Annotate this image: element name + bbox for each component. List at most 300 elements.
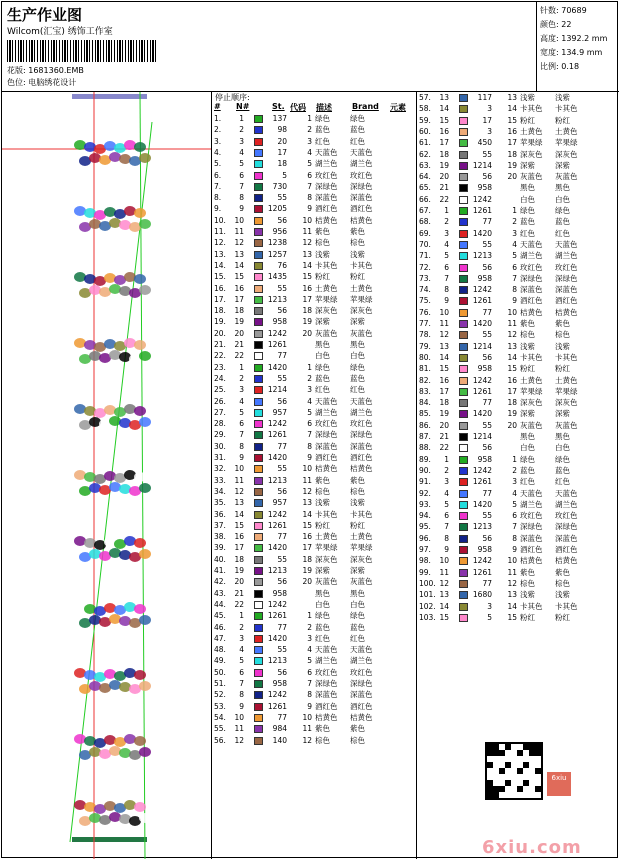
row-index: 94. — [419, 511, 431, 521]
colorway-label: 色位: — [7, 78, 26, 87]
sequence-row — [212, 137, 417, 147]
row-desc: 紫色 — [315, 227, 330, 236]
color-swatch — [254, 657, 263, 665]
row-brand: 白色 — [350, 351, 365, 361]
sequence-row — [212, 668, 417, 678]
sequence-row — [212, 419, 417, 429]
row-desc: 玫红色 — [520, 511, 543, 521]
row-desc: 绿色 — [520, 454, 535, 464]
row-needle: 6 — [239, 170, 244, 180]
row-brand: 深绿色 — [555, 522, 578, 532]
motif-petal — [104, 207, 116, 217]
motif-petal — [119, 550, 131, 560]
motif-petal — [109, 614, 121, 624]
row-stitches: 55 — [482, 149, 492, 159]
row-stitches: 1214 — [472, 160, 492, 170]
row-code: 4 — [512, 488, 517, 498]
motif-petal — [134, 472, 146, 482]
row-needle: 8 — [444, 533, 449, 543]
color-swatch — [459, 309, 468, 317]
design-preview — [2, 92, 212, 859]
row-brand: 湖兰色 — [350, 159, 373, 169]
motif-petal — [104, 603, 116, 613]
row-brand: 深绿色 — [555, 273, 578, 283]
motif-petal — [104, 801, 116, 811]
row-needle: 8 — [239, 690, 244, 700]
row-needle: 16 — [234, 532, 244, 542]
sequence-row — [212, 498, 417, 508]
row-index: 54. — [214, 712, 226, 722]
row-stitches: 56 — [277, 486, 287, 496]
row-index: 73. — [419, 273, 431, 283]
row-desc: 深绿色 — [315, 679, 338, 688]
motif-petal — [134, 736, 146, 746]
row-desc: 棕色 — [315, 238, 330, 248]
row-needle: 11 — [439, 567, 449, 577]
row-brand: 深蓝色 — [555, 533, 578, 543]
row-stitches: 1420 — [472, 228, 492, 238]
sequence-row — [417, 93, 620, 103]
row-brand: 蓝色 — [350, 373, 365, 383]
row-stitches: 1261 — [472, 206, 492, 215]
row-needle: 3 — [239, 385, 244, 395]
motif-petal — [124, 404, 136, 414]
row-code: 5 — [307, 159, 312, 169]
motif-petal — [109, 548, 121, 558]
row-needle: 4 — [239, 396, 244, 406]
row-desc: 灰蓝色 — [520, 420, 543, 430]
sequence-row — [417, 376, 620, 386]
row-needle: 11 — [439, 319, 449, 328]
sequence-row — [212, 577, 417, 587]
row-desc: 土黄色 — [315, 532, 338, 542]
row-desc: 土黄色 — [315, 283, 338, 293]
hdr-index: # — [214, 102, 221, 111]
row-desc: 桔黄色 — [315, 464, 338, 474]
row-needle: 3 — [444, 477, 449, 487]
color-swatch — [254, 691, 263, 699]
row-desc: 湖兰色 — [315, 159, 338, 169]
row-needle: 18 — [439, 149, 449, 159]
row-brand: 天蓝色 — [555, 239, 578, 249]
sheet-title: 生产作业图 — [7, 6, 83, 24]
motif-petal — [104, 537, 116, 547]
row-desc: 深蓝色 — [315, 690, 338, 700]
row-desc: 土黄色 — [520, 375, 543, 385]
row-needle: 2 — [239, 373, 244, 383]
row-brand: 灰蓝色 — [350, 577, 373, 587]
row-desc: 桔黄色 — [315, 712, 338, 722]
color-swatch — [254, 160, 263, 168]
row-index: 96. — [419, 533, 431, 543]
row-stitches: 56 — [482, 262, 492, 272]
row-needle: 6 — [239, 419, 244, 429]
row-index: 51. — [214, 679, 226, 688]
row-index: 50. — [214, 667, 226, 677]
row-desc: 卡其色 — [315, 260, 338, 270]
sequence-row — [417, 421, 620, 431]
color-swatch — [459, 410, 468, 418]
row-index: 103. — [419, 612, 436, 622]
color-swatch — [459, 365, 468, 373]
color-swatch — [254, 285, 263, 293]
sequence-row — [417, 308, 620, 318]
row-code: 10 — [302, 464, 312, 474]
color-swatch — [254, 669, 263, 677]
color-swatch — [254, 612, 263, 620]
row-needle: 19 — [439, 409, 449, 419]
motif-petal — [119, 220, 131, 230]
row-desc: 酒红色 — [315, 453, 338, 462]
row-code: 11 — [507, 567, 517, 577]
row-brand: 桔黄色 — [350, 215, 373, 225]
row-index: 39. — [214, 543, 226, 553]
row-brand: 深紫 — [555, 160, 570, 170]
row-code: 10 — [507, 556, 517, 566]
color-swatch — [459, 399, 468, 407]
row-brand: 浅紫 — [555, 93, 570, 102]
row-brand: 深蓝色 — [350, 690, 373, 700]
row-code: 13 — [507, 590, 517, 600]
qr-module — [499, 768, 505, 774]
row-stitches: 55 — [277, 373, 287, 383]
row-needle: 20 — [439, 172, 449, 182]
row-desc: 湖兰色 — [315, 407, 338, 417]
row-desc: 粉红 — [315, 520, 330, 530]
row-needle: 16 — [234, 283, 244, 293]
color-swatch — [459, 478, 468, 486]
row-code: 2 — [512, 217, 517, 227]
row-brand: 酒红色 — [350, 204, 373, 214]
row-desc: 紫色 — [315, 475, 330, 485]
row-code: 12 — [507, 330, 517, 340]
motif-petal — [134, 208, 146, 218]
sequence-row — [212, 634, 417, 644]
row-index: 9. — [214, 204, 222, 214]
color-swatch — [254, 578, 263, 586]
row-index: 61. — [419, 138, 431, 148]
row-needle: 15 — [234, 272, 244, 282]
row-brand: 卡其色 — [555, 352, 578, 362]
row-needle: 21 — [234, 340, 244, 349]
motif-petal — [84, 736, 96, 746]
row-desc: 天蓝色 — [315, 147, 338, 157]
row-index: 64. — [419, 172, 431, 182]
row-code: 13 — [507, 341, 517, 351]
row-code: 15 — [507, 115, 517, 125]
row-desc: 紫色 — [520, 319, 535, 328]
row-code: 4 — [307, 645, 312, 655]
row-desc: 绿色 — [315, 362, 330, 372]
row-stitches: 1420 — [472, 319, 492, 328]
row-desc: 湖兰色 — [520, 251, 543, 261]
sequence-row — [417, 353, 620, 363]
row-index: 102. — [419, 601, 436, 611]
sequence-row — [417, 206, 620, 216]
color-swatch — [459, 173, 468, 181]
hdr-code: 代码 — [290, 103, 306, 112]
color-swatch — [254, 318, 263, 326]
row-code: 8 — [307, 690, 312, 700]
sequence-row — [212, 543, 417, 553]
motif-petal — [74, 602, 86, 612]
qr-module — [493, 792, 499, 798]
row-brand: 红色 — [350, 385, 365, 395]
sequence-row — [417, 172, 620, 182]
row-needle: 18 — [234, 306, 244, 316]
motif-petal — [74, 536, 86, 546]
color-swatch — [254, 477, 263, 485]
motif-petal — [119, 352, 131, 362]
color-swatch — [254, 511, 263, 519]
row-desc: 粉红 — [315, 272, 330, 282]
color-swatch — [459, 343, 468, 351]
row-brand: 棕色 — [350, 735, 365, 745]
row-stitches: 1205 — [267, 204, 287, 214]
row-brand: 棕色 — [555, 330, 570, 340]
row-brand: 白色 — [555, 194, 570, 204]
row-code: 9 — [307, 453, 312, 462]
row-needle: 4 — [239, 147, 244, 157]
row-brand: 浅紫 — [350, 249, 365, 259]
row-code: 20 — [302, 577, 312, 587]
row-needle: 19 — [439, 160, 449, 170]
row-desc: 棕色 — [315, 735, 330, 745]
row-brand: 桔黄色 — [350, 464, 373, 474]
color-swatch — [254, 624, 263, 632]
qr-module — [487, 762, 493, 768]
row-code: 9 — [307, 701, 312, 711]
color-swatch — [254, 398, 263, 406]
row-brand: 玫红色 — [555, 511, 578, 521]
motif-petal — [139, 681, 151, 691]
row-index: 52. — [214, 690, 226, 700]
row-index: 85. — [419, 409, 431, 419]
row-index: 21. — [214, 340, 226, 349]
color-swatch — [254, 352, 263, 360]
sequence-row — [417, 409, 620, 419]
row-stitches: 1242 — [472, 194, 492, 204]
row-code: 16 — [507, 375, 517, 385]
color-swatch — [459, 444, 468, 452]
sequence-row — [417, 568, 620, 578]
motif-petal — [109, 416, 121, 426]
row-brand: 蓝色 — [350, 125, 365, 135]
color-swatch — [254, 556, 263, 564]
row-code: 14 — [302, 509, 312, 519]
row-stitches: 958 — [272, 588, 287, 598]
row-index: 88. — [419, 443, 431, 453]
pattern-value: 1681360.EMB — [28, 66, 84, 75]
sequence-row — [212, 295, 417, 305]
motif-petal — [134, 538, 146, 548]
color-swatch — [459, 580, 468, 588]
row-desc: 白色 — [315, 351, 330, 361]
row-index: 12. — [214, 238, 226, 248]
row-needle: 2 — [239, 125, 244, 135]
row-brand: 粉红 — [555, 364, 570, 374]
row-code: 5 — [512, 251, 517, 261]
row-code: 1 — [512, 454, 517, 464]
row-brand: 卡其色 — [555, 104, 578, 114]
qr-module — [523, 780, 529, 786]
color-swatch — [459, 105, 468, 113]
sequence-row — [417, 263, 620, 273]
row-desc: 苹果绿 — [315, 294, 338, 304]
color-swatch — [459, 501, 468, 509]
row-brand: 玫红色 — [555, 262, 578, 272]
row-needle: 1 — [239, 362, 244, 372]
row-stitches: 956 — [272, 227, 287, 236]
row-index: 98. — [419, 556, 431, 566]
motif-petal — [74, 206, 86, 216]
row-index: 45. — [214, 611, 226, 621]
sequence-row — [417, 296, 620, 306]
row-stitches: 958 — [477, 545, 492, 554]
row-code: 16 — [507, 126, 517, 136]
row-desc: 深紫 — [315, 317, 330, 327]
motif-petal — [84, 670, 96, 680]
sequence-row — [212, 656, 417, 666]
row-stitches: 984 — [272, 724, 287, 734]
row-stitches: 77 — [482, 217, 492, 227]
row-index: 13. — [214, 249, 226, 259]
motif-petal — [89, 219, 101, 229]
row-index: 48. — [214, 645, 226, 655]
row-stitches: 1261 — [472, 477, 492, 487]
row-desc: 绿色 — [315, 611, 330, 621]
motif-petal — [109, 350, 121, 360]
row-needle: 22 — [234, 351, 244, 361]
row-index: 34. — [214, 486, 226, 496]
row-code: 12 — [507, 578, 517, 588]
row-code: 7 — [307, 430, 312, 440]
row-needle: 10 — [234, 464, 244, 474]
row-stitches: 3 — [487, 126, 492, 136]
row-code: 8 — [307, 441, 312, 451]
sequence-row — [212, 250, 417, 260]
row-brand: 深紫 — [350, 566, 365, 575]
row-stitches: 1213 — [267, 294, 287, 304]
row-code: 12 — [302, 238, 312, 248]
sequence-row — [417, 387, 620, 397]
row-desc: 酒红色 — [520, 296, 543, 306]
row-stitches: 1261 — [267, 520, 287, 530]
hdr-needle: N# — [236, 102, 250, 111]
row-needle: 15 — [234, 520, 244, 530]
row-needle: 10 — [234, 712, 244, 722]
row-needle: 8 — [239, 441, 244, 451]
row-stitches: 450 — [477, 138, 492, 148]
motif-petal — [89, 681, 101, 691]
row-brand: 深蓝色 — [350, 441, 373, 451]
motif-petal — [139, 417, 151, 427]
sequence-row — [212, 272, 417, 282]
color-swatch — [459, 139, 468, 147]
color-swatch — [254, 737, 263, 745]
row-code: 17 — [507, 138, 517, 148]
motif-petal — [119, 418, 131, 428]
color-swatch — [254, 601, 263, 609]
sequence-row — [417, 240, 620, 250]
row-desc: 天蓝色 — [520, 488, 543, 498]
top-hoop-bar — [72, 94, 147, 99]
color-swatch — [254, 126, 263, 134]
row-brand: 桔黄色 — [350, 712, 373, 722]
sequence-row — [212, 487, 417, 497]
row-desc: 深蓝色 — [520, 533, 543, 543]
sequence-row — [417, 116, 620, 126]
row-desc: 白色 — [520, 194, 535, 204]
color-swatch — [254, 228, 263, 236]
row-code: 12 — [302, 486, 312, 496]
row-stitches: 1213 — [267, 566, 287, 575]
row-stitches: 77 — [482, 307, 492, 317]
sheet-header — [2, 2, 537, 92]
sequence-row — [417, 500, 620, 510]
row-index: 20. — [214, 328, 226, 338]
row-needle: 17 — [439, 386, 449, 396]
row-desc: 红色 — [315, 136, 330, 146]
sequence-row — [417, 274, 620, 284]
sequence-row — [417, 613, 620, 623]
row-index: 28. — [214, 419, 226, 429]
row-stitches: 117 — [477, 93, 492, 102]
row-brand: 浅紫 — [555, 590, 570, 600]
row-index: 8. — [214, 193, 222, 203]
row-desc: 苹果绿 — [520, 386, 543, 396]
color-swatch — [459, 523, 468, 531]
sequence-row — [212, 114, 417, 124]
motif-petal — [84, 142, 96, 152]
sequence-header — [212, 102, 417, 112]
row-stitches: 1261 — [472, 296, 492, 306]
row-brand: 棕色 — [350, 486, 365, 496]
row-desc: 深绿色 — [315, 430, 338, 440]
row-index: 16. — [214, 283, 226, 293]
row-desc: 天蓝色 — [315, 645, 338, 655]
color-swatch — [254, 330, 263, 338]
row-stitches: 1261 — [267, 430, 287, 440]
row-stitches: 1214 — [472, 341, 492, 351]
row-needle: 9 — [239, 453, 244, 462]
row-index: 41. — [214, 566, 226, 575]
color-swatch — [459, 490, 468, 498]
color-swatch — [459, 422, 468, 430]
motif-petal — [139, 549, 151, 559]
motif-petal — [89, 351, 101, 361]
row-stitches: 77 — [277, 622, 287, 632]
row-stitches: 137 — [272, 114, 287, 123]
row-desc: 蓝色 — [315, 622, 330, 632]
row-desc: 白色 — [315, 599, 330, 609]
row-stitches: 5 — [487, 612, 492, 622]
row-index: 43. — [214, 588, 226, 598]
row-stitches: 1420 — [267, 453, 287, 462]
row-stitches: 1261 — [267, 611, 287, 621]
row-needle: 20 — [234, 328, 244, 338]
sequence-row — [417, 183, 620, 193]
row-needle: 7 — [444, 522, 449, 532]
row-stitches: 1242 — [472, 556, 492, 566]
row-needle: 13 — [439, 341, 449, 351]
row-index: 93. — [419, 499, 431, 509]
row-brand: 紫色 — [555, 319, 570, 328]
motif-petal — [84, 340, 96, 350]
motif-petal — [109, 284, 121, 294]
row-code: 3 — [512, 228, 517, 238]
row-brand: 土黄色 — [350, 283, 373, 293]
